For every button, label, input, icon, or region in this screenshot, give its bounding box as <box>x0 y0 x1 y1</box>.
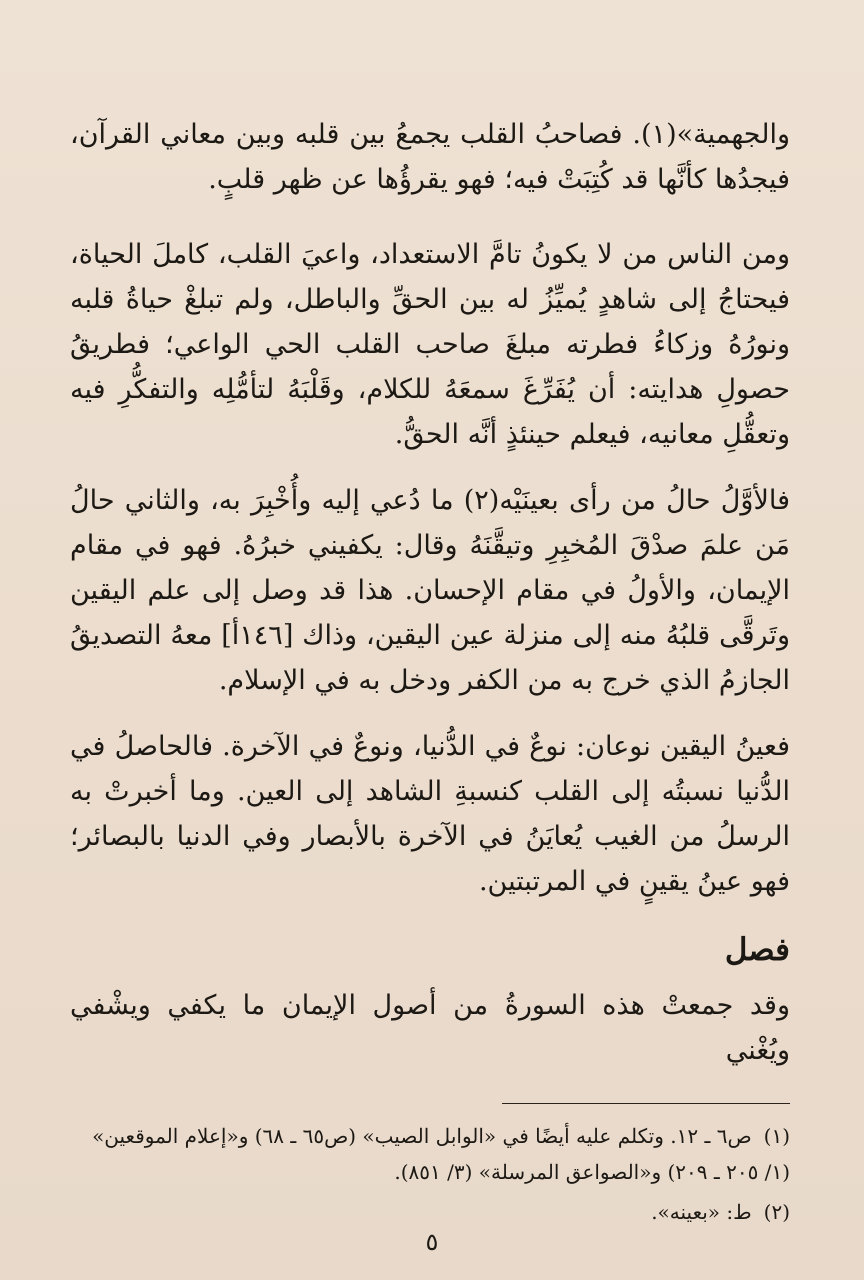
footnotes <box>70 1118 790 1230</box>
paragraph-4: فعينُ اليقين نوعان: نوعٌ في الدُّنيا، ونوعٌ في الآخرة. فالحاصلُ في الدُّنيا نسبتُه إلى القلب كنسبةِ الشاهد إلى العين. وما أخبرتْ به الرسلُ من الغيب يُعايَنُ في الآخرة بالأبصار وفي الدنيا بالبصائر؛ فهو عينُ يقينٍ في المرتبتين. <box>70 731 791 897</box>
paragraph-2: ومن الناس من لا يكونُ تامَّ الاستعداد، واعيَ القلب، كاملَ الحياة، فيحتاجُ إلى شاهدٍ يُميِّزُ له بين الحقِّ والباطل، ولم تبلغْ حياةُ قلبه ونورُهُ وزكاءُ فطرته مبلغَ صاحب القلب الحي الواعي؛ فطريقُ حصولِ هدايته: أن يُفَرِّغَ سمعَهُ للكلام، وقَلْبَهُ لتأمُّلِه والتفكُّرِ فيه وتعقُّلِ معانيه، فيعلم حينئذٍ أنَّه الحقُّ. <box>70 239 790 450</box>
paragraph-1: والجهمية»(١). فصاحبُ القلب يجمعُ بين قلبه وبين معاني القرآن، فيجدُها كأنَّها قد كُتِبَتْ فيه؛ فهو يقرؤُها عن ظهر قلبٍ. <box>70 119 790 195</box>
footnote-1 <box>70 1118 790 1190</box>
footnote-number: (٢) <box>763 1200 790 1224</box>
footnote-divider <box>502 1103 790 1104</box>
body-text <box>70 112 790 1073</box>
footnote-text: ط: «بعينه». <box>651 1200 752 1224</box>
footnote-2 <box>70 1194 790 1230</box>
section-heading: فصل <box>724 932 790 968</box>
paragraph-3: فالأوَّلُ حالُ من رأى بعينَيْه(٢) ما دُعي إليه وأُخْبِرَ به، والثاني حالُ مَن علمَ صدْقَ المُخبِرِ وتيقَّنَهُ وقال: يكفيني خبرُهُ. فهو في مقام الإيمان، والأولُ في مقام الإحسان. هذا قد وصل إلى علم اليقين وتَرقَّى قلبُهُ منه إلى منزلة عين اليقين، وذاك [١٤٦أ] معهُ التصديقُ الجازمُ الذي خرج به من الكفر ودخل به في الإسلام. <box>70 485 790 696</box>
footnote-text: ص٦ ـ ١٢. وتكلم عليه أيضًا في «الوابل الصيب» (ص٦٥ ـ ٦٨) و«إعلام الموقعين» (١/ ٢٠٥ ـ ٢٠٩) و«الصواعق المرسلة» (٣/ ٨٥١). <box>92 1124 790 1184</box>
page-number: ٥ <box>425 1228 439 1256</box>
footnote-number: (١) <box>763 1124 790 1148</box>
paragraph-5: وقد جمعتْ هذه السورةُ من أصول الإيمان ما يكفي ويشْفي ويُغْني <box>70 990 790 1066</box>
